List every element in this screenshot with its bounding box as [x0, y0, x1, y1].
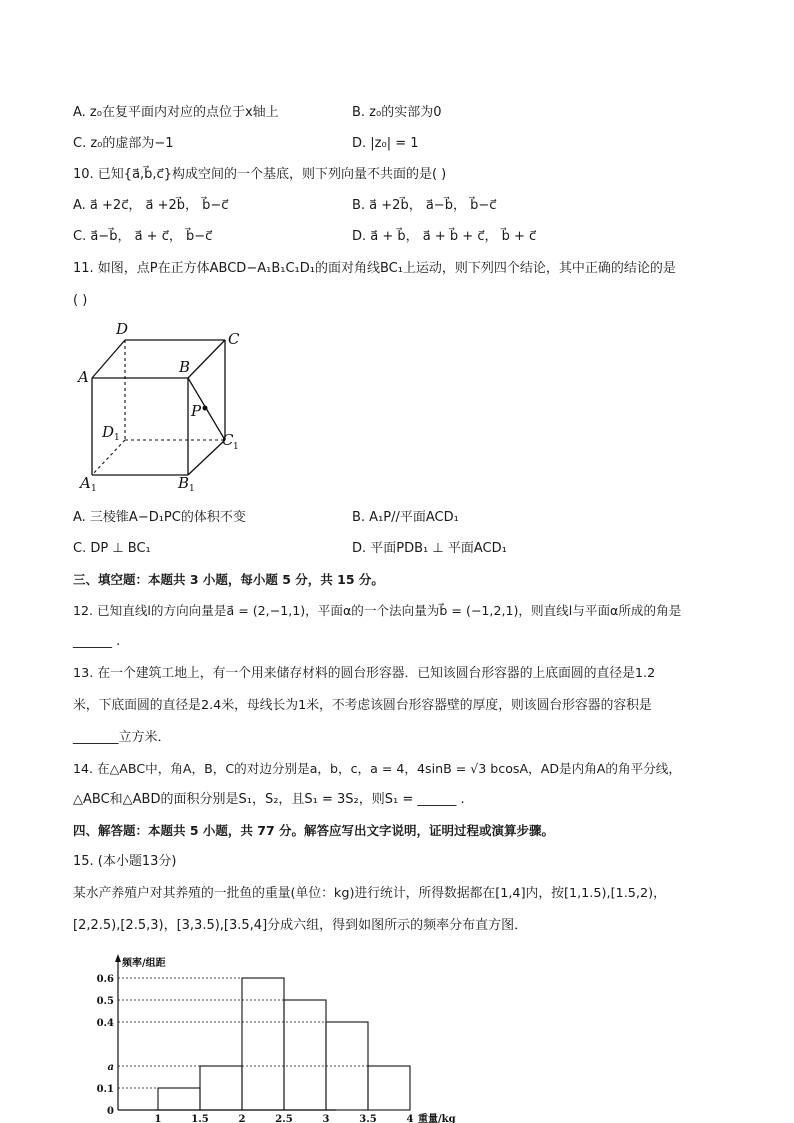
x-axis-label: 重量/kg: [418, 1114, 456, 1123]
label-b: B: [179, 358, 191, 376]
label-c: C: [228, 330, 240, 348]
label-b1: B: [178, 474, 190, 492]
q14-line-2: △ABC和△ABD的面积分别是S₁，S₂，且S₁ = 3S₂，则S₁ = ______ .: [73, 792, 465, 807]
q13-line-3: _______立方米．: [73, 730, 171, 745]
y-axis-label: 频率/组距: [122, 958, 166, 969]
label-c1-sub: 1: [233, 442, 239, 452]
q10-option-c: C. a⃗−b⃗， a⃗ + c⃗， b⃗−c⃗: [73, 229, 213, 244]
q15-heading: 15. (本小题13分): [73, 854, 177, 869]
y-tick-label: 0: [107, 1106, 114, 1117]
x-tick-label: 3.5: [359, 1114, 377, 1123]
cube-figure: [70, 318, 260, 498]
x-tick-label: 2: [238, 1114, 246, 1123]
x-tick-label: 1.5: [191, 1114, 209, 1123]
label-a: A: [78, 368, 89, 386]
label-d1: D: [102, 423, 115, 441]
q10-stem: 10. 已知{a⃗,b⃗,c⃗}构成空间的一个基底，则下列向量不共面的是( ): [73, 167, 447, 182]
q11-stem-paren: ( ): [73, 293, 88, 308]
section-3-heading: 三、填空题：本题共 3 小题，每小题 5 分，共 15 分。: [73, 572, 384, 587]
histogram-bar: [284, 1000, 326, 1110]
label-a1-sub: 1: [91, 484, 97, 494]
histogram-bar: [200, 1066, 242, 1110]
label-d: D: [116, 320, 129, 338]
label-b1-sub: 1: [189, 484, 195, 494]
label-d1-sub: 1: [114, 433, 120, 443]
x-tick-label: 3: [322, 1114, 330, 1123]
x-tick-label: 2.5: [275, 1114, 293, 1123]
frequency-histogram: [86, 950, 456, 1123]
q10-option-b: B. a⃗ +2b⃗， a⃗−b⃗， b⃗−c⃗: [352, 198, 497, 213]
x-tick-label: 4: [406, 1114, 414, 1123]
q11-stem: 11. 如图，点P在正方体ABCD−A₁B₁C₁D₁的面对角线BC₁上运动，则下列四个结论，其中正确的结论的是: [73, 261, 676, 276]
y-tick-label: 0.5: [96, 996, 114, 1007]
y-axis-arrow: [115, 954, 121, 962]
y-tick-label: 0.4: [96, 1018, 114, 1029]
q11-option-c: C. DP ⊥ BC₁: [73, 541, 151, 556]
q13-line-1: 13. 在一个建筑工地上，有一个用来储存材料的圆台形容器．已知该圆台形容器的上底面圆的直径是1.2: [73, 666, 656, 681]
section-4-heading: 四、解答题：本题共 5 小题，共 77 分。解答应写出文字说明，证明过程或演算步骤。: [73, 823, 555, 838]
y-tick-label: 0.1: [96, 1084, 114, 1095]
q10-option-d: D. a⃗ + b⃗， a⃗ + b⃗ + c⃗， b⃗ + c⃗: [352, 229, 537, 244]
q12-line-2: ______ .: [73, 634, 121, 649]
q15-line-2: [2,2.5),[2.5,3)，[3,3.5),[3.5,4]分成六组，得到如图所示的频率分布直方图．: [73, 918, 528, 933]
q15-line-1: 某水产养殖户对其养殖的一批鱼的重量(单位：kg)进行统计，所得数据都在[1,4]内，按[1,1.5),[1.5,2)，: [73, 886, 666, 901]
q11-option-a: A. 三棱锥A−D₁PC的体积不变: [73, 510, 246, 525]
histogram-bar: [158, 1088, 200, 1110]
q9-option-c: C. z₀的虚部为−1: [73, 136, 174, 151]
histogram-bar: [242, 978, 284, 1110]
q12-line-1: 12. 已知直线l的方向向量是a⃗ = (2,−1,1)，平面α的一个法向量为b⃗ = (−1,2,1)，则直线l与平面α所成的角是: [73, 603, 682, 618]
point-p: [203, 406, 208, 411]
x-tick-label: 1: [154, 1114, 162, 1123]
label-p: P: [191, 402, 202, 420]
label-c1: C: [222, 431, 234, 449]
histogram-bar: [368, 1066, 410, 1110]
q9-option-a: A. z₀在复平面内对应的点位于x轴上: [73, 105, 279, 120]
q9-option-d: D. |z₀| = 1: [352, 136, 419, 151]
y-tick-label: a: [107, 1062, 114, 1073]
q10-option-a: A. a⃗ +2c⃗， a⃗ +2b⃗， b⃗−c⃗: [73, 198, 229, 213]
q11-option-d: D. 平面PDB₁ ⊥ 平面ACD₁: [352, 541, 507, 556]
q9-option-b: B. z₀的实部为0: [352, 105, 442, 120]
q14-line-1: 14. 在△ABC中，角A，B，C的对边分别是a，b，c，a = 4，4sinB = √3 bcosA，AD是内角A的角平分线，: [73, 761, 681, 776]
label-a1: A: [80, 474, 91, 492]
q11-option-b: B. A₁P//平面ACD₁: [352, 510, 459, 525]
q13-line-2: 米，下底面圆的直径是2.4米，母线长为1米，不考虑该圆台形容器壁的厚度，则该圆台形容器的容积是: [73, 698, 652, 713]
y-tick-label: 0.6: [96, 974, 114, 985]
